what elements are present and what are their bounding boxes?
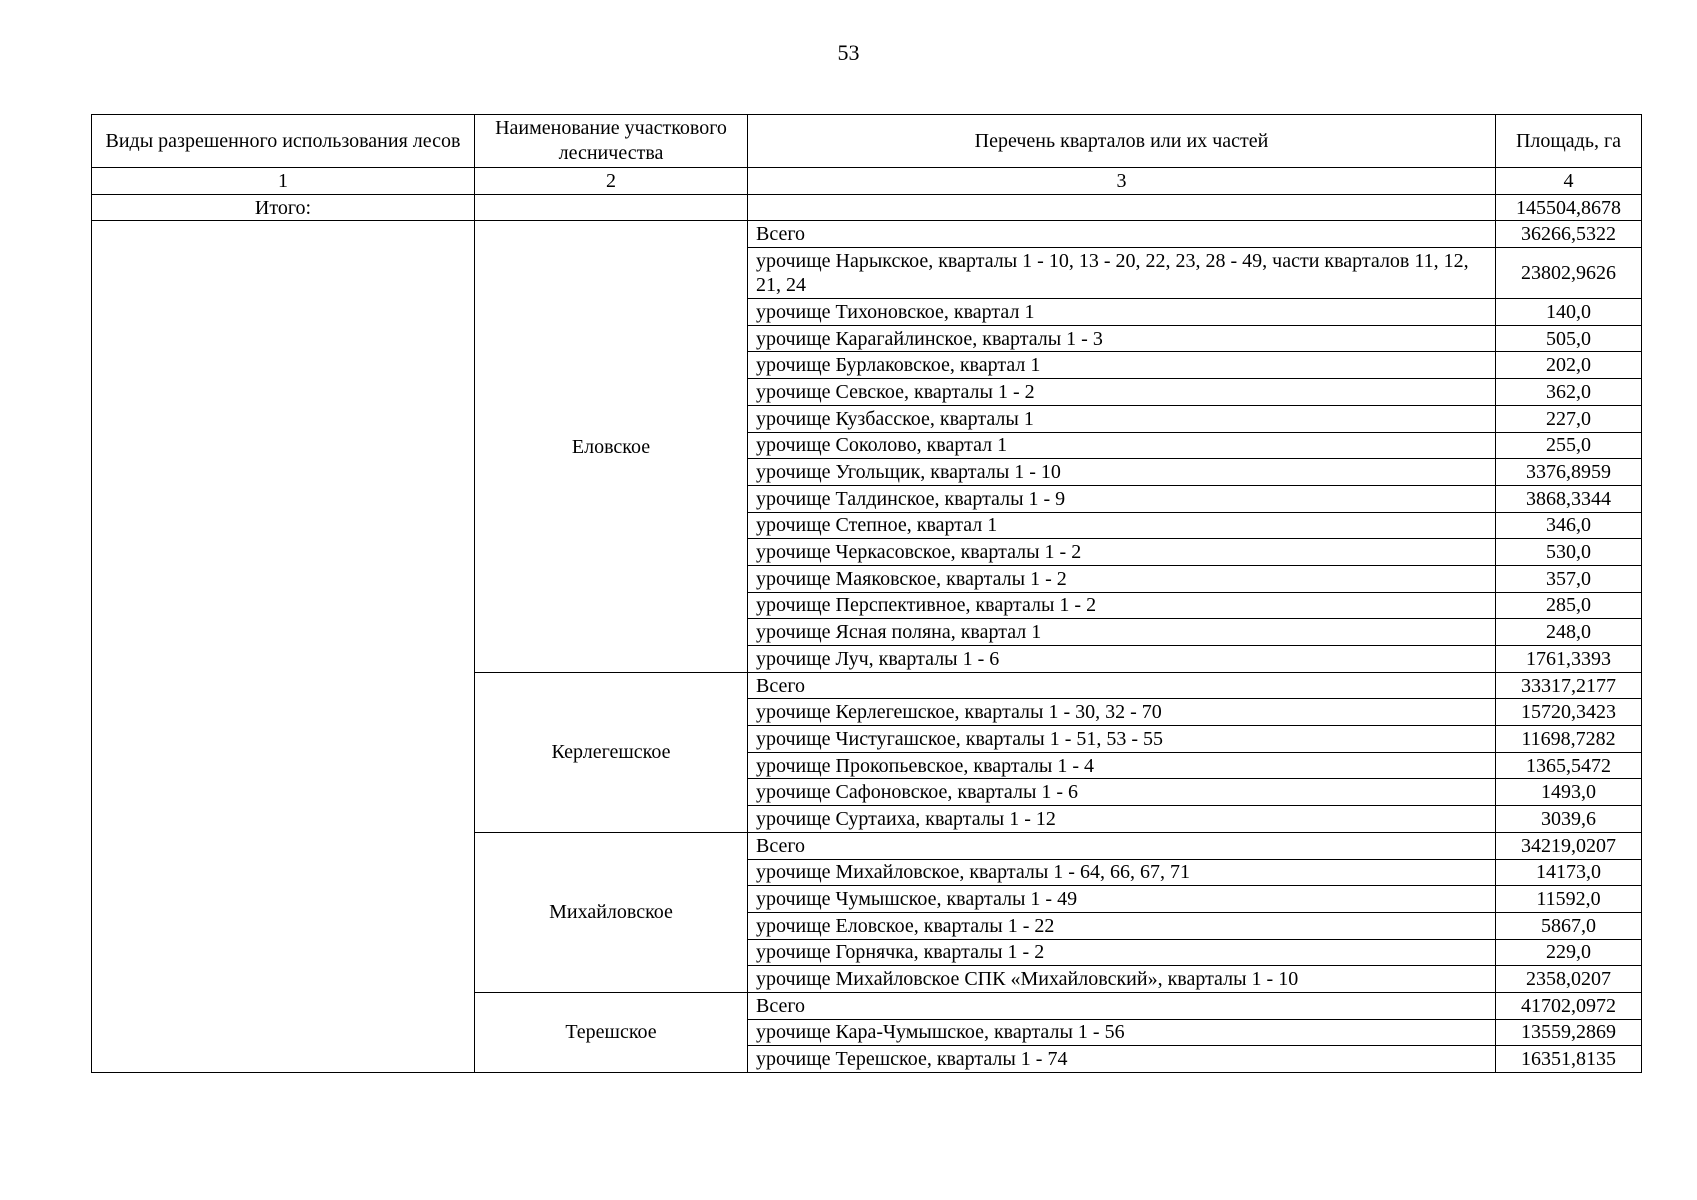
forestry-total-area: 33317,2177 — [1496, 672, 1642, 699]
forestry-total-area: 36266,5322 — [1496, 221, 1642, 248]
tract-area: 3039,6 — [1496, 806, 1642, 833]
tract-description: урочище Ясная поляна, квартал 1 — [748, 619, 1496, 646]
tract-area: 23802,9626 — [1496, 248, 1642, 299]
forestry-name: Терешское — [475, 992, 748, 1072]
header-forestry-name: Наименование участкового лесничества — [475, 115, 748, 168]
forestry-total-label: Всего — [748, 992, 1496, 1019]
tract-area: 362,0 — [1496, 379, 1642, 406]
tract-description: урочище Луч, кварталы 1 - 6 — [748, 646, 1496, 673]
page-number: 53 — [837, 40, 860, 65]
forestry-name: Керлегешское — [475, 672, 748, 832]
tract-area: 5867,0 — [1496, 912, 1642, 939]
forest-use-table — [91, 114, 1642, 1073]
tract-description: урочище Степное, квартал 1 — [748, 512, 1496, 539]
tract-description: урочище Кузбасское, кварталы 1 — [748, 405, 1496, 432]
tract-area: 3868,3344 — [1496, 485, 1642, 512]
tract-area: 14173,0 — [1496, 859, 1642, 886]
tract-area: 2358,0207 — [1496, 966, 1642, 993]
tract-area: 505,0 — [1496, 325, 1642, 352]
tract-area: 1365,5472 — [1496, 752, 1642, 779]
tract-description: урочище Черкасовское, кварталы 1 - 2 — [748, 539, 1496, 566]
tract-description: урочище Нарыкское, кварталы 1 - 10, 13 - 20, 22, 23, 28 - 49, части кварталов 11, 12, 21, 24 — [748, 248, 1496, 299]
total-area: 145504,8678 — [1496, 194, 1642, 221]
tract-area: 13559,2869 — [1496, 1019, 1642, 1046]
forestry-total-label: Всего — [748, 672, 1496, 699]
column-number: 3 — [748, 168, 1496, 195]
tract-area: 11698,7282 — [1496, 726, 1642, 753]
tract-area: 227,0 — [1496, 405, 1642, 432]
tract-description: урочище Маяковское, кварталы 1 - 2 — [748, 565, 1496, 592]
tract-description: урочище Михайловское, кварталы 1 - 64, 66, 67, 71 — [748, 859, 1496, 886]
tract-area: 530,0 — [1496, 539, 1642, 566]
column-number-row — [92, 168, 1642, 195]
tract-area: 229,0 — [1496, 939, 1642, 966]
total-row — [92, 194, 1642, 221]
tract-area: 346,0 — [1496, 512, 1642, 539]
tract-description: урочище Соколово, квартал 1 — [748, 432, 1496, 459]
forestry-total-row — [92, 221, 1642, 248]
forestry-total-label: Всего — [748, 832, 1496, 859]
forestry-name: Еловское — [475, 221, 748, 672]
tract-description: урочище Михайловское СПК «Михайловский», кварталы 1 - 10 — [748, 966, 1496, 993]
empty-cell — [748, 194, 1496, 221]
tract-description: урочище Чистугашское, кварталы 1 - 51, 53 - 55 — [748, 726, 1496, 753]
forestry-name: Михайловское — [475, 832, 748, 992]
empty-cell — [475, 194, 748, 221]
tract-description: урочище Еловское, кварталы 1 - 22 — [748, 912, 1496, 939]
tract-description: урочище Горнячка, кварталы 1 - 2 — [748, 939, 1496, 966]
tract-area: 202,0 — [1496, 352, 1642, 379]
tract-area: 1493,0 — [1496, 779, 1642, 806]
tract-description: урочище Севское, кварталы 1 - 2 — [748, 379, 1496, 406]
tract-area: 248,0 — [1496, 619, 1642, 646]
header-area: Площадь, га — [1496, 115, 1642, 168]
column-number: 4 — [1496, 168, 1642, 195]
tract-description: урочище Перспективное, кварталы 1 - 2 — [748, 592, 1496, 619]
tract-area: 140,0 — [1496, 299, 1642, 326]
header-row — [92, 115, 1642, 168]
tract-area: 255,0 — [1496, 432, 1642, 459]
tract-area: 16351,8135 — [1496, 1046, 1642, 1073]
tract-area: 3376,8959 — [1496, 459, 1642, 486]
forestry-total-area: 34219,0207 — [1496, 832, 1642, 859]
tract-area: 11592,0 — [1496, 886, 1642, 913]
tract-description: урочище Сафоновское, кварталы 1 - 6 — [748, 779, 1496, 806]
header-use-type: Виды разрешенного использования лесов — [92, 115, 475, 168]
forestry-total-label: Всего — [748, 221, 1496, 248]
column-number: 1 — [92, 168, 475, 195]
forestry-total-area: 41702,0972 — [1496, 992, 1642, 1019]
header-quarters-list: Перечень кварталов или их частей — [748, 115, 1496, 168]
column-number: 2 — [475, 168, 748, 195]
total-label: Итого: — [92, 194, 475, 221]
tract-description: урочище Тихоновское, квартал 1 — [748, 299, 1496, 326]
tract-description: урочище Угольщик, кварталы 1 - 10 — [748, 459, 1496, 486]
tract-area: 15720,3423 — [1496, 699, 1642, 726]
tract-description: урочище Карагайлинское, кварталы 1 - 3 — [748, 325, 1496, 352]
tract-description: урочище Чумышское, кварталы 1 - 49 — [748, 886, 1496, 913]
tract-description: урочище Прокопьевское, кварталы 1 - 4 — [748, 752, 1496, 779]
tract-description: урочище Терешское, кварталы 1 - 74 — [748, 1046, 1496, 1073]
use-type-cell — [92, 221, 475, 1073]
tract-description: урочище Суртаиха, кварталы 1 - 12 — [748, 806, 1496, 833]
tract-description: урочище Бурлаковское, квартал 1 — [748, 352, 1496, 379]
tract-area: 357,0 — [1496, 565, 1642, 592]
tract-description: урочище Кара-Чумышское, кварталы 1 - 56 — [748, 1019, 1496, 1046]
tract-area: 1761,3393 — [1496, 646, 1642, 673]
tract-area: 285,0 — [1496, 592, 1642, 619]
tract-description: урочище Талдинское, кварталы 1 - 9 — [748, 485, 1496, 512]
tract-description: урочище Керлегешское, кварталы 1 - 30, 32 - 70 — [748, 699, 1496, 726]
